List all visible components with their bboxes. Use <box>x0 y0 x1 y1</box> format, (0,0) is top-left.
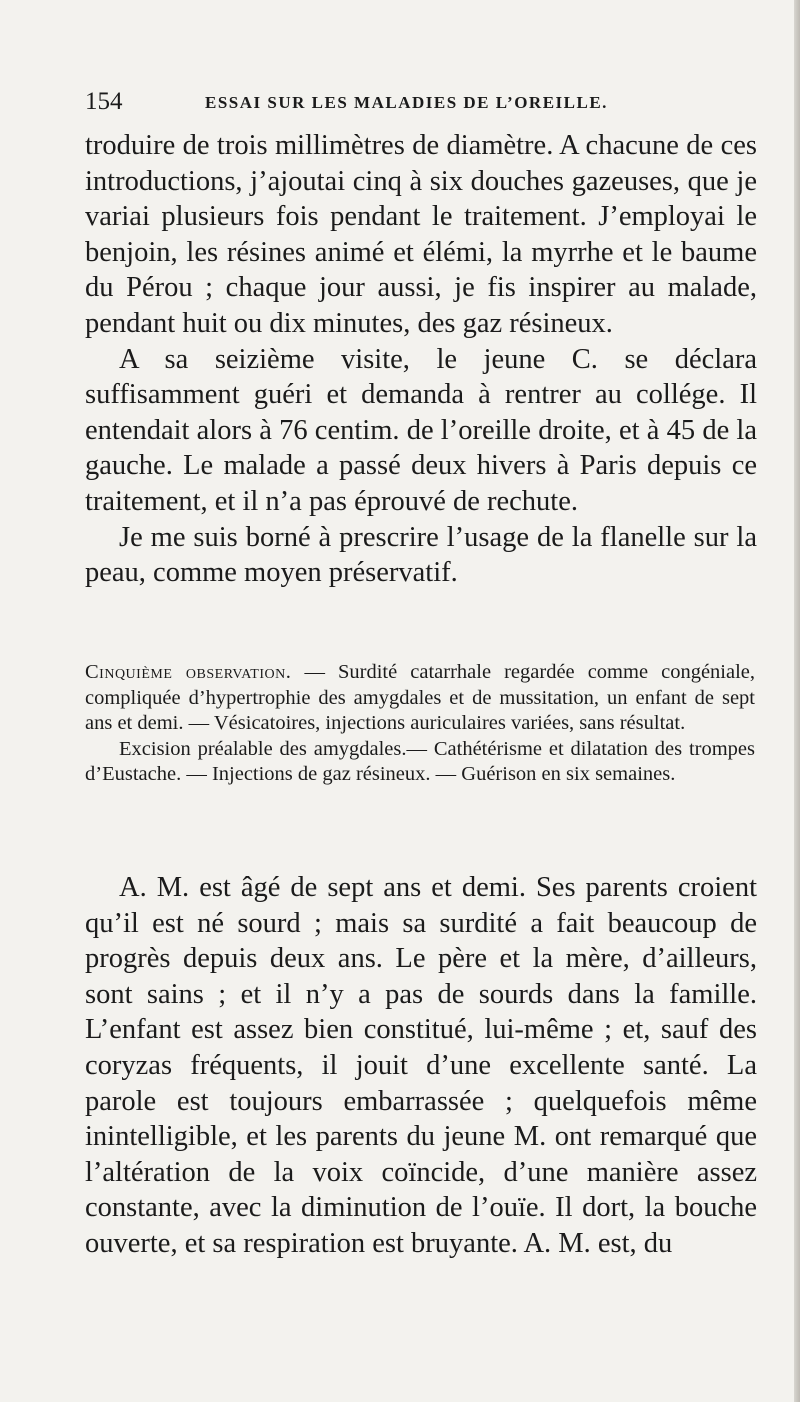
running-title: ESSAI SUR LES MALADIES DE L’OREILLE. <box>205 93 608 112</box>
page-edge <box>794 0 800 1402</box>
page-number: 154 <box>85 88 123 115</box>
text-block-bottom <box>85 870 757 1262</box>
paragraph: Je me suis borné à prescrire l’usage de la flanelle sur la peau, comme moyen préservatif. <box>85 521 757 589</box>
paragraph: troduire de trois millimètres de diamètre. A chacune de ces introductions, j’ajoutai cinq à six douches gazeuses, que je variai plusieurs fois pendant le traitement. J’employai le benjoin, les résines animé et élémi, la myrrhe et le baume du Pérou ; chaque jour aussi, je fis inspirer au malade, pendant huit ou dix minutes, des gaz résineux. <box>85 130 757 339</box>
observation-summary-text: — Surdité catarrhale regardée comme congéniale, compliquée d’hypertrophie des amygdales et de mussitation, un enfant de sept ans et demi. — Vésicatoires, injections auriculaires variées, sans résultat. <box>85 661 756 735</box>
page-header <box>85 88 765 118</box>
paragraph: A sa seizième visite, le jeune C. se déclara suffisamment guéri et demanda à rentrer au collége. Il entendait alors à 76 centim. de l’oreille droite, et à 45 de la gauche. Le malade a passé deux hivers à Paris depuis ce traitement, et il n’a pas éprouvé de rechute. <box>85 343 757 517</box>
observation-treatment: Excision préalable des amygdales.— Cathétérisme et dilatation des trompes d’Eustache. — Injections de gaz résineux. — Guérison en six semaines. <box>85 737 755 786</box>
observation-summary <box>85 660 755 788</box>
observation-heading-line <box>85 660 755 737</box>
paragraph: A. M. est âgé de sept ans et demi. Ses parents croient qu’il est né sourd ; mais sa surdité a fait beaucoup de progrès depuis deux ans. Le père et la mère, d’ailleurs, sont sains ; et il n’y a pas de sourds dans la famille. L’enfant est assez bien constitué, lui-même ; et, sauf des coryzas fréquents, il jouit d’une excellente santé. La parole est toujours embarrassée ; quelquefois même inintelligible, et les parents du jeune M. ont remarqué que l’altération de la voix coïncide, d’une manière assez constante, avec la diminution de l’ouïe. Il dort, la bouche ouverte, et sa respiration est bruyante. A. M. est, du <box>85 872 757 1259</box>
text-block-top <box>85 128 757 591</box>
observation-heading: Cinquième observation. <box>85 661 292 683</box>
